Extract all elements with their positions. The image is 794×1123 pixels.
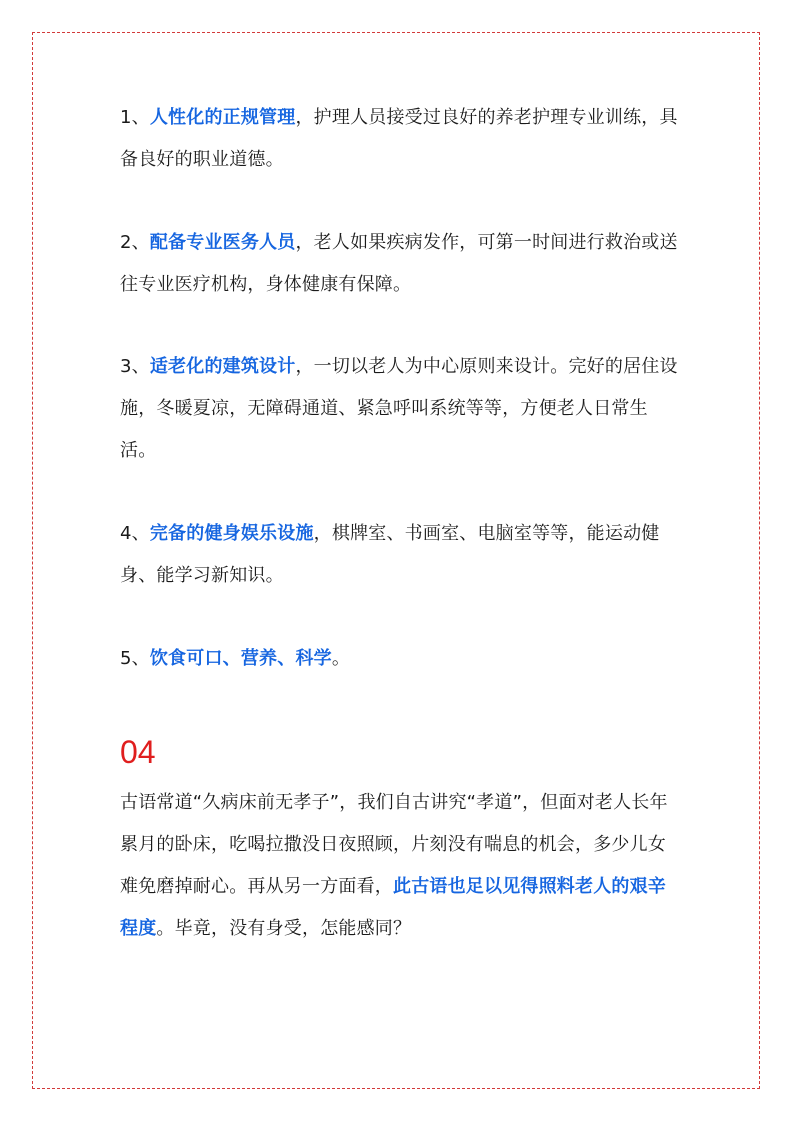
item-highlight: 适老化的建筑设计 [149,356,296,377]
list-item-5 [120,638,680,680]
item-text: ，老人如果疾病发作，可第一时间进行救治或送往专业医疗机构，身体健康有保障。 [120,232,678,295]
list-item-2 [120,222,680,306]
section-number: 04 [120,734,156,770]
item-text: 。 [331,648,351,669]
list-item-3 [120,346,680,472]
item-highlight: 人性化的正规管理 [149,107,296,128]
item-number: 1、 [120,107,150,128]
item-text: ，棋牌室、书画室、电脑室等等，能运动健身、能学习新知识。 [120,523,660,586]
item-number: 5、 [120,648,150,669]
list-item-4 [120,513,680,597]
item-number: 4、 [120,523,150,544]
list-item-1 [120,97,680,181]
item-number: 3、 [120,356,150,377]
section-text-before: 古语常道“久病床前无孝子”，我们自古讲究“孝道”，但面对老人长年累月的卧床，吃喝拉撒没日夜照顾，片刻没有喘息的机会，多少儿女难免磨掉耐心。再从另一方面看， [120,792,668,897]
section-highlight: 此古语也足以见得照料老人的艰辛程度 [120,876,666,939]
item-highlight: 配备专业医务人员 [149,232,296,253]
section-text-after: 。毕竟，没有身受，怎能感同？ [156,918,412,939]
item-highlight: 饮食可口、营养、科学 [149,648,332,669]
section-paragraph [120,782,680,950]
item-text: ，一切以老人为中心原则来设计。完好的居住设施，冬暖夏凉，无障碍通道、紧急呼叫系统等等，方便老人日常生活。 [120,356,678,461]
item-text: ，护理人员接受过良好的养老护理专业训练，具备良好的职业道德。 [120,107,678,170]
item-number: 2、 [120,232,150,253]
item-highlight: 完备的健身娱乐设施 [149,523,314,544]
